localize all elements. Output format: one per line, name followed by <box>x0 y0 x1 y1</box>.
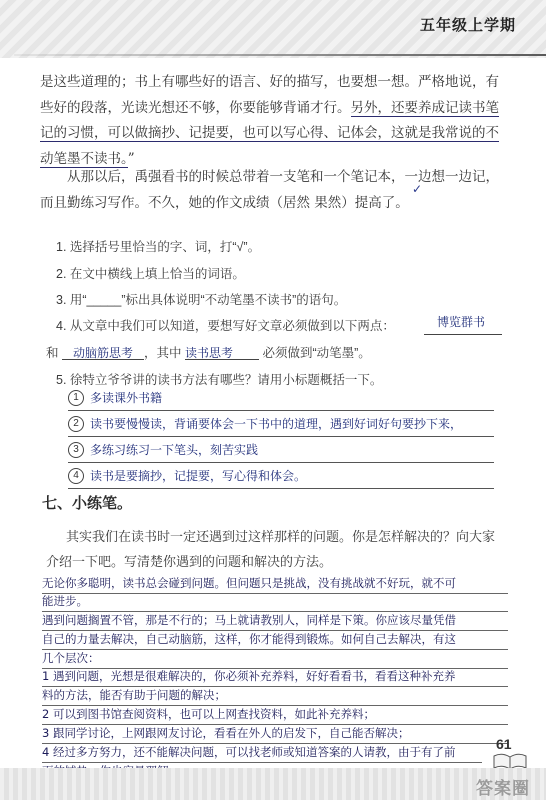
section-7-title: 七、小练笔。 <box>42 495 133 512</box>
answer-blank-3 <box>185 344 259 360</box>
header-band <box>0 0 546 58</box>
section-7-intro: 其实我们在读书时一定还遇到过这样那样的问题。你是怎样解决的？向大家介绍一下吧。写清楚你遇到的问题和解决的方法。 <box>46 529 496 569</box>
question-4: 4. 从文章中我们可以知道，要想写好文章必须做到以下两点： <box>56 319 395 333</box>
question-1: 1. 选择括号里恰当的字、词，打“√”。 <box>56 240 261 254</box>
answer-blank-1 <box>424 334 502 335</box>
circle-number: 1 <box>68 390 84 406</box>
story-text-plain: 是这些道理的；书上有哪些好的语言、好的描写，也要想一想。严格地说，有些好的段落，光读光想还不够，你要能够背诵才行。 <box>40 74 499 116</box>
answer-boguan: 博览群书 <box>437 315 486 329</box>
grade-title: 五年级上学期 <box>419 16 516 34</box>
handwriting-line: 遇到问题搁置不管，那是不行的；马上就请教别人，同样是下策。你应该尽量凭借 <box>42 611 508 631</box>
closing-quote: ” <box>127 150 135 167</box>
circle-number: 2 <box>68 416 84 432</box>
handwriting-line: 自己的力量去解决，自己动脑筋，这样，你才能得到锻炼。如何自己去解决，有这 <box>42 630 508 650</box>
answer-text: 读书要慢慢读，背诵要体会一下书中的道理，遇到好词好句要抄下来， <box>90 417 463 431</box>
story-text: 从那以后，禹强看书的时候总带着一支笔和一个笔记本，一边想一边记，而且勤练习写作。不久，她的作文成绩（居然 果然）提高了。 <box>40 169 499 211</box>
header-rule <box>14 54 546 56</box>
answer-line-1 <box>68 386 494 411</box>
handwriting-line: 能进步。 <box>42 592 508 612</box>
answer-line-2 <box>68 412 494 437</box>
circle-number: 4 <box>68 468 84 484</box>
answer-read-think: 读书思考 <box>185 346 234 360</box>
answer-think: 动脑筋思考 <box>72 346 133 360</box>
question-5: 5. 徐特立爷爷讲的读书方法有哪些？请用小标题概括一下。 <box>56 373 383 387</box>
answer-line-4 <box>68 464 494 489</box>
q4-he: 和 <box>46 346 59 360</box>
handwriting-line: 无论你多聪明，读书总会碰到问题。但问题只是挑战，没有挑战就不好玩，就不可 <box>42 574 508 594</box>
answer-text: 读书是要摘抄，记提要，写心得和体会。 <box>90 469 307 483</box>
answer-text: 多练习练习一下笔头，刻苦实践 <box>90 443 259 457</box>
circle-number: 3 <box>68 442 84 458</box>
handwriting-line: 料的方法，能否有助于问题的解决； <box>42 686 508 706</box>
answer-line-3 <box>68 438 494 463</box>
watermark-logo: 答案圈 <box>476 779 530 799</box>
story-paragraph-1 <box>40 70 510 172</box>
answer-text: 多读课外书籍 <box>90 391 163 405</box>
page-number: 61 <box>496 736 512 752</box>
q4-mid: ，其中 <box>144 346 182 360</box>
question-3: 3. 用“_____”标出具体说明“不动笔墨不读书”的语句。 <box>56 293 347 307</box>
underlined-sentence: 另外，还要养成记读书笔记的习惯，可以做摘抄、记提要，也可以写心得、记体会，这就是我常说的不动笔墨不读书。 <box>40 99 499 167</box>
handwriting-line: 几个层次： <box>42 649 508 669</box>
handwriting-line: 3 跟同学讨论，上网跟网友讨论，看看在外人的启发下，自己能否解决； <box>42 724 508 744</box>
check-mark-icon: ✓ <box>412 182 423 196</box>
q4-end: 必须做到“动笔墨”。 <box>262 346 371 360</box>
handwriting-line: 4 经过多方努力，还不能解决问题，可以找老师或知道答案的人请教，由于有了前 <box>42 743 482 763</box>
question-4-continued <box>46 343 486 361</box>
story-paragraph-2 <box>40 165 510 216</box>
handwriting-line: 2 可以到图书馆查阅资料，也可以上网查找资料，如此补充养料； <box>42 705 508 725</box>
question-2: 2. 在文中横线上填上恰当的词语。 <box>56 267 245 281</box>
handwriting-line: 1 遇到问题，光想是很难解决的，你必须补充养料，好好看看书，看看这种补充养 <box>42 667 508 687</box>
footer-band <box>0 768 546 800</box>
answer-blank-2 <box>62 344 144 360</box>
